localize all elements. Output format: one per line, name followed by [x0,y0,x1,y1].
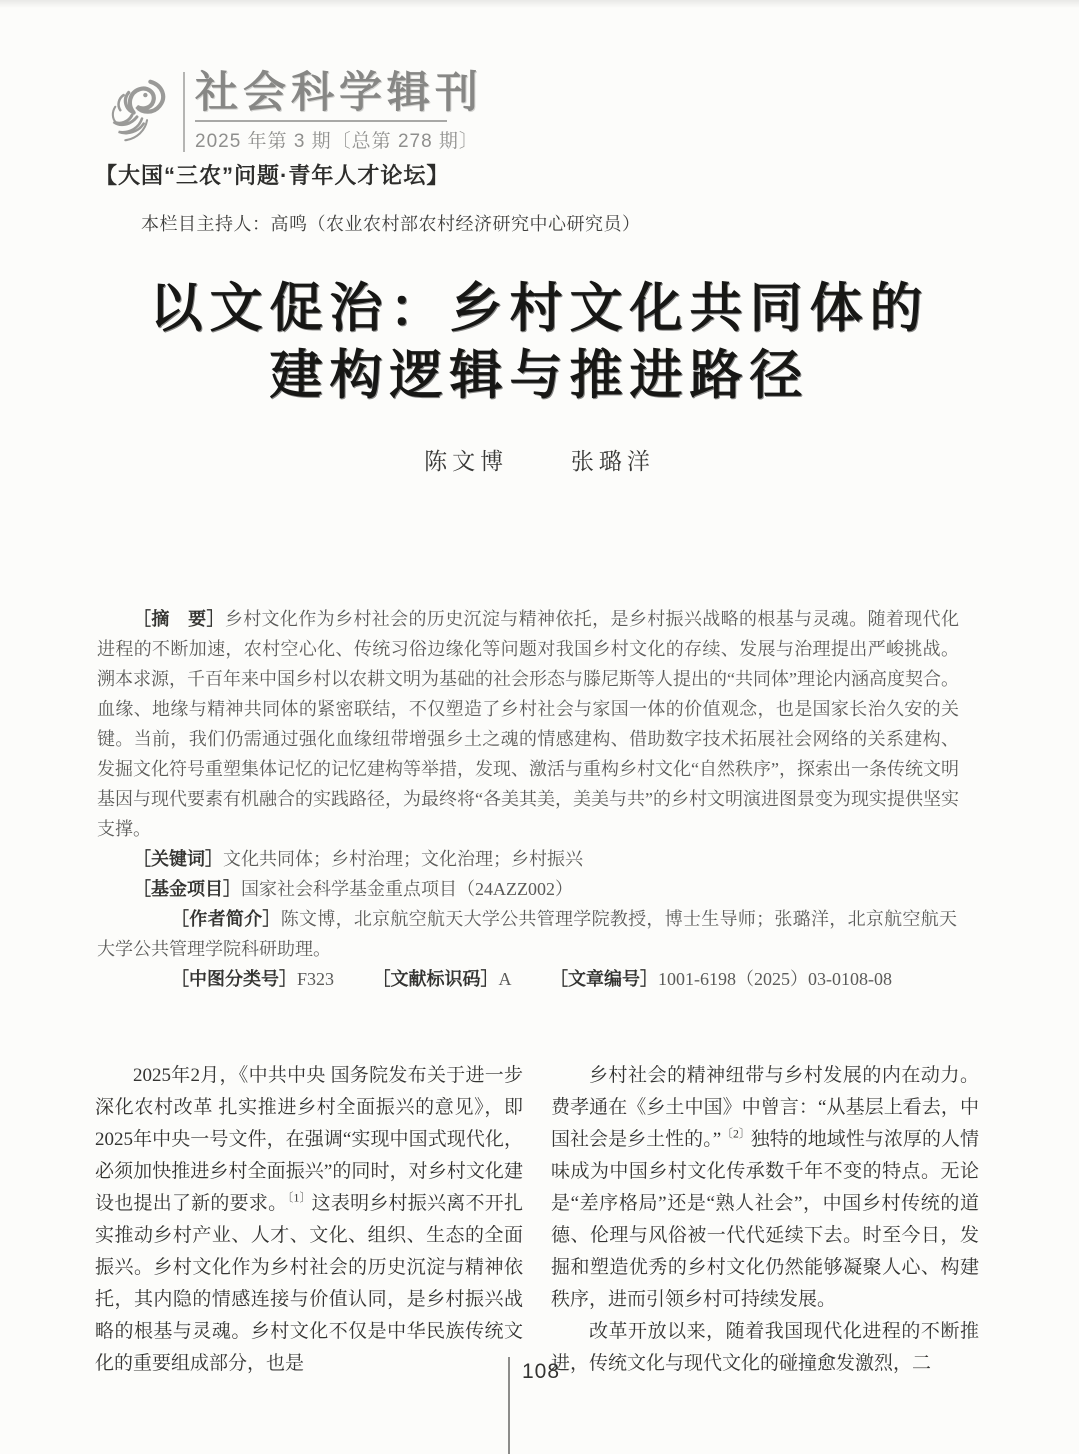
article-id-label: ［文章编号］ [550,969,659,989]
article-meta [97,604,959,994]
masthead [95,70,483,162]
author-name: 陈文博 [424,449,509,474]
body-text: 这表明乡村振兴离不开扎实推动乡村产业、人才、文化、组织、生态的全面振兴。乡村文化作为乡村社会的历史沉淀与精神依托，其内隐的情感连接与价值认同，是乡村振兴战略的根基与灵魂。乡村文化不仅是中华民族传统文化的重要组成部分，也是 [95,1193,523,1374]
article-title [0,277,1079,406]
body-text: 独特的地域性与浓厚的人情味成为中国乡村文化传承数千年不变的特点。无论是“差序格局”还是“熟人社会”，中国乡村传统的道德、伦理与风俗被一代代延续下去。时至今日，发掘和塑造优秀的乡村文化仍然能够凝聚人心、构建秩序，进而引领乡村可持续发展。 [551,1129,979,1310]
keywords-label: ［关键词］ [133,849,223,869]
clc-label: ［中图分类号］ [171,969,297,989]
authors [0,443,1079,476]
body-text: 乡村社会的精神纽带与乡村发展的内在动力。费孝通在《乡土中国》中曾言：“从基层上看去，中国社会是乡土性的。” [551,1065,979,1150]
fund-line [97,874,959,904]
fund-label: ［基金项目］ [133,879,241,899]
keywords-line [97,844,959,874]
body-paragraph [551,1060,979,1316]
masthead-divider [183,72,185,152]
body-text: 2025年2月，《中共中央 国务院发布关于进一步深化农村改革 扎实推进乡村全面振兴的意见》，即2025年中央一号文件，在强调“实现中国式现代化，必须加快推进乡村全面振兴”的同时，对乡村文化建设也提出了新的要求。 [95,1065,523,1214]
abstract [97,604,959,844]
masthead-rule [195,120,447,122]
doc-code-value: A [498,969,512,989]
journal-name: 社会科学辑刊 [195,68,483,118]
phoenix-logo-icon [95,70,179,162]
body-columns [95,1060,979,1380]
column-host-line: 本栏目主持人：高鸣（农业农村部农村经济研究中心研究员） [141,214,641,234]
reference-mark-2: 〔2〕 [721,1127,751,1141]
author-bio-line [97,904,957,964]
classification-line [135,964,959,994]
abstract-label: ［摘 要］ [133,609,225,629]
article-title-line1: 以文促治：乡村文化共同体的 [149,277,930,339]
body-paragraph: 改革开放以来，随着我国现代化进程的不断推进，传统文化与现代文化的碰撞愈发激烈，二 [551,1321,979,1374]
clc-value: F323 [297,969,335,989]
bio-label: ［作者简介］ [171,909,281,929]
footer-divider [508,1357,510,1454]
article-id-value: 1001-6198（2025）03-0108-08 [658,969,892,989]
masthead-text [195,70,483,153]
issue-line: 2025 年第 3 期〔总第 278 期〕 [195,131,479,153]
fund-text: 国家社会科学基金重点项目（24AZZ002） [241,879,573,899]
section-header: 【大国“三农”问题·青年人才论坛】 [95,163,450,188]
doc-code-label: ［文献标识码］ [372,969,499,989]
page-number: 108 [522,1360,561,1383]
abstract-text: 乡村文化作为乡村社会的历史沉淀与精神依托，是乡村振兴战略的根基与灵魂。随着现代化进程的不断加速，农村空心化、传统习俗边缘化等问题对我国乡村文化的存续、发展与治理提出严峻挑战。溯本求源，千百年来中国乡村以农耕文明为基础的社会形态与滕尼斯等人提出的“共同体”理论内涵高度契合。血缘、地缘与精神共同体的紧密联结，不仅塑造了乡村社会与家国一体的价值观念，也是国家长治久安的关键。当前，我们仍需通过强化血缘纽带增强乡土之魂的情感建构、借助数字技术拓展社会网络的关系建构、发掘文化符号重塑集体记忆的记忆建构等举措，发现、激活与重构乡村文化“自然秩序”，探索出一条传统文明基因与现代要素有机融合的实践路径，为最终将“各美其美，美美与共”的乡村文明演进图景变为现实提供坚实支撑。 [97,609,960,839]
article-title-line2: 建构逻辑与推进路径 [269,344,810,406]
author-name: 张璐洋 [570,449,655,474]
keywords-text: 文化共同体；乡村治理；文化治理；乡村振兴 [223,849,583,869]
bio-text: 陈文博，北京航空航天大学公共管理学院教授，博士生导师；张璐洋，北京航空航天大学公共管理学院科研助理。 [97,909,958,959]
reference-mark-1: 〔1〕 [287,1191,312,1205]
body-right-column [551,1060,979,1380]
body-left-column [95,1060,523,1380]
body-paragraph [95,1060,523,1380]
